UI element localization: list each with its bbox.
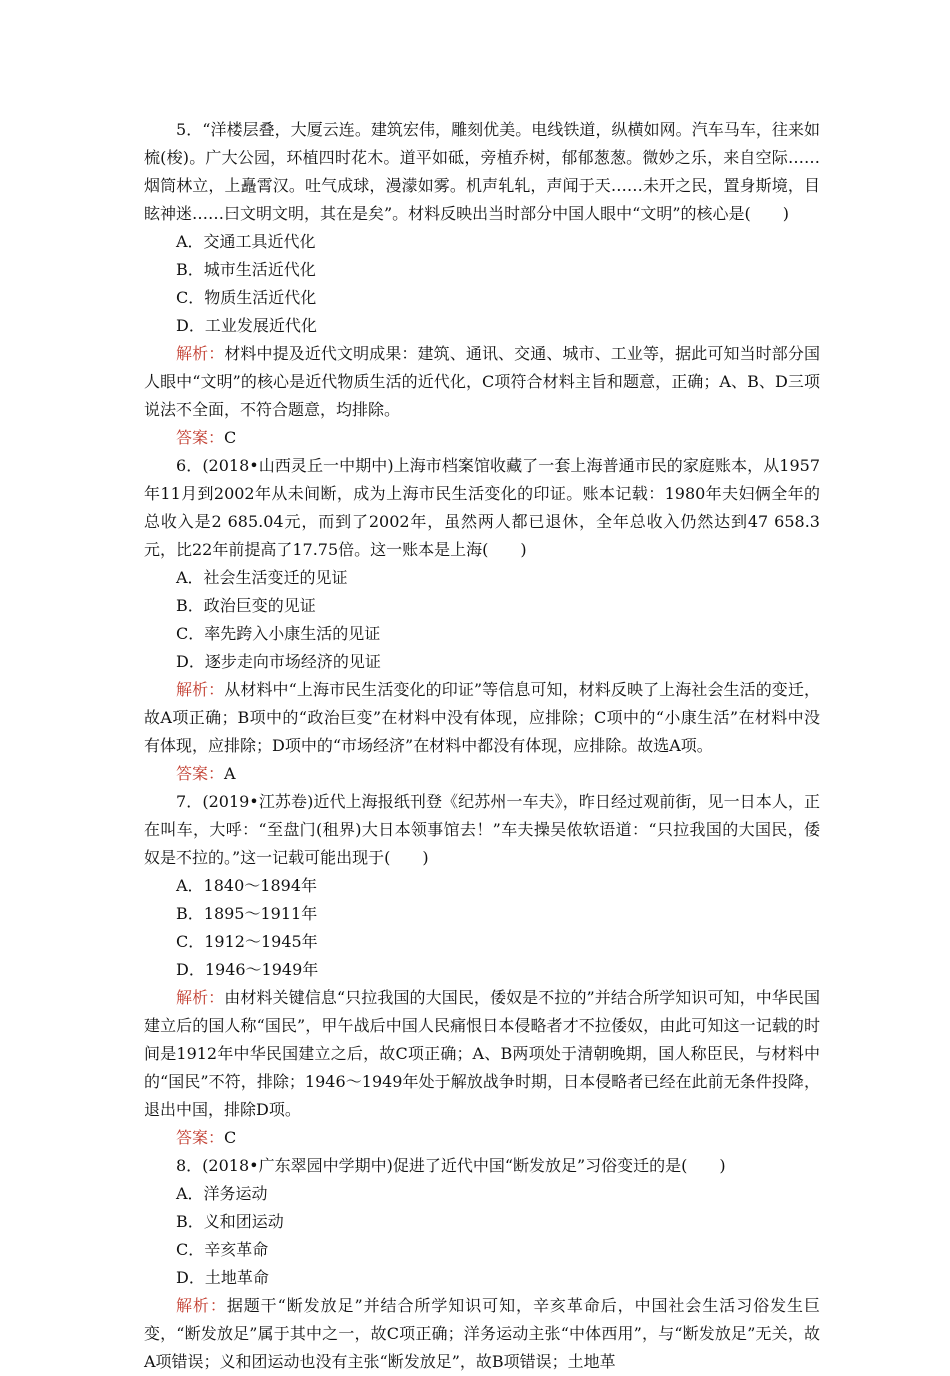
option-c: C．辛亥革命: [176, 1240, 269, 1259]
option-c: C．1912～1945年: [176, 932, 318, 951]
answer-label: 答案：: [176, 764, 225, 783]
answer: [144, 1124, 820, 1152]
option-grid: [144, 1180, 820, 1292]
option-b: B．城市生活近代化: [176, 260, 316, 279]
option-a: A．交通工具近代化: [176, 232, 316, 251]
option-b: B．义和团运动: [176, 1212, 284, 1231]
option-a: A．1840～1894年: [176, 876, 317, 895]
option-c: C．率先跨入小康生活的见证: [176, 624, 381, 643]
analysis: [144, 340, 820, 424]
option-grid: [144, 564, 820, 676]
question-stem: 7．(2019•江苏卷)近代上海报纸刊登《纪苏州一车夫》，昨日经过观前街，见一日本人，正在叫车，大呼：“至盘门(租界)大日本领事馆去！”车夫操吴侬软语道：“只拉我国的大国民，倭奴是不拉的。”这一记载可能出现于( ): [144, 792, 820, 867]
analysis-label: 解析：: [176, 988, 225, 1007]
answer: [144, 760, 820, 788]
analysis-text: 从材料中“上海市民生活变化的印证”等信息可知，材料反映了上海社会生活的变迁，故A项正确；B项中的“政治巨变”在材料中没有体现，应排除；C项中的“小康生活”在材料中没有体现，应排除；D项中的“市场经济”在材料中都没有体现，应排除。故选A项。: [144, 680, 820, 755]
option-d: D．逐步走向市场经济的见证: [176, 652, 381, 671]
option-b: B．政治巨变的见证: [176, 596, 316, 615]
answer-value: C: [224, 428, 237, 447]
analysis-label: 解析：: [176, 344, 225, 363]
question-stem: 5．“洋楼层叠，大厦云连。建筑宏伟，雕刻优美。电线铁道，纵横如网。汽车马车，往来如梳(梭)。广大公园，环植四时花木。道平如砥，旁植乔树，郁郁葱葱。微妙之乐，来自空际……烟筒林立，上矗霄汉。吐气成球，漫濛如雾。机声轧轧，声闻于天……未开之民，置身斯境，目眩神迷……曰文明文明，其在是矣”。材料反映出当时部分中国人眼中“文明”的核心是( ): [144, 120, 820, 223]
answer: [144, 424, 820, 452]
analysis: [144, 1292, 820, 1376]
answer-label: 答案：: [176, 428, 225, 447]
analysis: [144, 676, 820, 760]
question-8: [144, 1152, 820, 1376]
option-d: D．工业发展近代化: [176, 316, 317, 335]
question-stem: 6．(2018•山西灵丘一中期中)上海市档案馆收藏了一套上海普通市民的家庭账本，从1957年11月到2002年从未间断，成为上海市民生活变化的印证。账本记载：1980年夫妇俩全年的总收入是2 685.04元，而到了2002年，虽然两人都已退休，全年总收入仍然达到47 658.3元，比22年前提高了17.75倍。这一账本是上海( ): [144, 456, 820, 559]
option-d: D．土地革命: [176, 1268, 269, 1287]
option-c: C．物质生活近代化: [176, 288, 317, 307]
option-grid: [144, 872, 820, 984]
analysis: [144, 984, 820, 1124]
option-a: A．洋务运动: [176, 1184, 268, 1203]
option-b: B．1895～1911年: [176, 904, 318, 923]
analysis-text: 据题干“断发放足”并结合所学知识可知，辛亥革命后，中国社会生活习俗发生巨变，“断发放足”属于其中之一，故C项正确；洋务运动主张“中体西用”，与“断发放足”无关，故A项错误；义和团运动也没有主张“断发放足”，故B项错误；土地革: [144, 1296, 820, 1371]
answer-label: 答案：: [176, 1128, 225, 1147]
analysis-text: 由材料关键信息“只拉我国的大国民，倭奴是不拉的”并结合所学知识可知，中华民国建立后的国人称“国民”，甲午战后中国人民痛恨日本侵略者才不拉倭奴，由此可知这一记载的时间是1912年中华民国建立之后，故C项正确；A、B两项处于清朝晚期，国人称臣民，与材料中的“国民”不符，排除；1946～1949年处于解放战争时期，日本侵略者已经在此前无条件投降，退出中国，排除D项。: [144, 988, 820, 1119]
analysis-text: 材料中提及近代文明成果：建筑、通讯、交通、城市、工业等，据此可知当时部分国人眼中“文明”的核心是近代物质生活的近代化，C项符合材料主旨和题意，正确；A、B、D三项说法不全面，不符合题意，均排除。: [144, 344, 820, 419]
question-5: [144, 116, 820, 452]
option-a: A．社会生活变迁的见证: [176, 568, 348, 587]
analysis-label: 解析：: [176, 680, 225, 699]
question-stem: 8．(2018•广东翠园中学期中)促进了近代中国“断发放足”习俗变迁的是( ): [176, 1156, 726, 1175]
analysis-label: 解析：: [176, 1296, 227, 1315]
option-grid: [144, 228, 820, 340]
question-list: [144, 116, 820, 1376]
question-7: [144, 788, 820, 1152]
answer-value: C: [224, 1128, 237, 1147]
question-6: [144, 452, 820, 788]
answer-value: A: [224, 764, 236, 783]
option-d: D．1946～1949年: [176, 960, 319, 979]
